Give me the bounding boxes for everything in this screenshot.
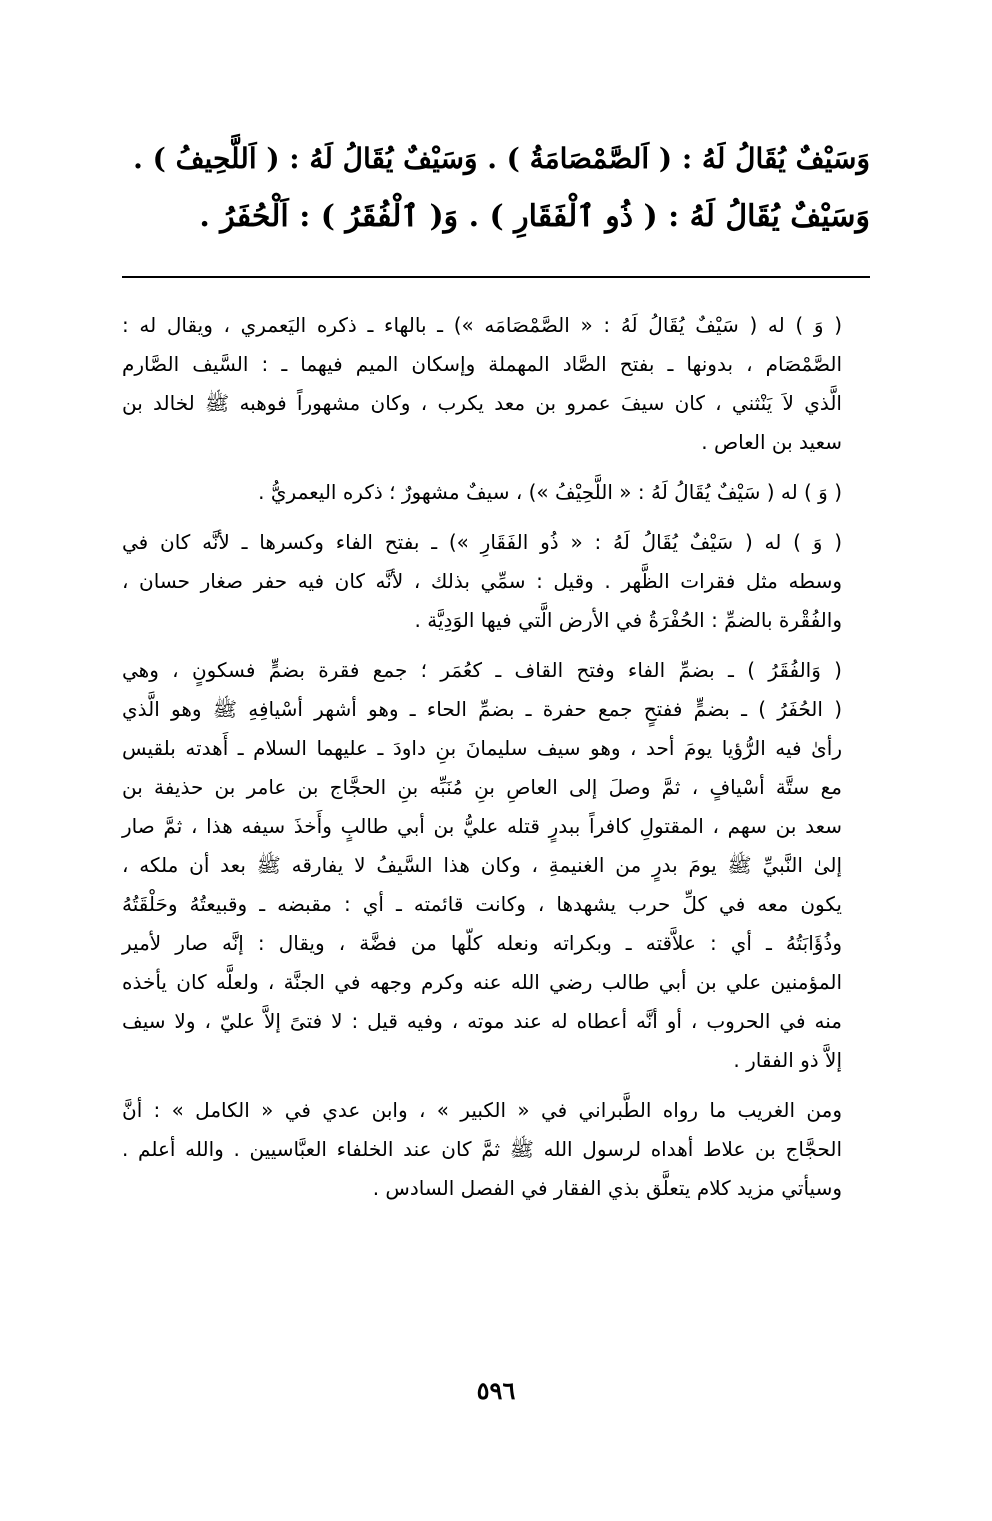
- text-line: الحجَّاج بن علاط أهداه لرسول الله ﷺ ثمَّ كان عند الخلفاء العبَّاسيين . والله أعلم .: [122, 1137, 842, 1161]
- text-line: منه في الحروب ، أو أنَّه أعطاه له عند موته ، وفيه قيل : لا فتىً إلاَّ عليّ ، ولا سيف: [122, 1009, 842, 1033]
- text-line: ومن الغريب ما رواه الطَّبراني في « الكبير » ، وابن عدي في « الكامل » : أنَّ: [122, 1098, 842, 1122]
- commentary-paragraph-fuqar: [122, 651, 870, 1080]
- text-line: ( وَ ) له ( سَيْفٌ يُقَالُ لَهُ : « ذُو الفَقَارِ ») ـ بفتح الفاء وكسرها ـ لأنَّه كان في: [122, 530, 842, 554]
- text-line: ( وَ ) له ( سَيْفٌ يُقَالُ لَهُ : « اللَّحِيْفُ ») ، سيفٌ مشهورٌ ؛ ذكره اليعمريُّ .: [258, 480, 842, 504]
- text-line: الَّذي لاَ يَنْثني ، كان سيفَ عمرو بن معد يكرب ، وكان مشهوراً فوهبه ﷺ لخالد بن: [122, 391, 842, 415]
- verse-line-1: وَسَيْفٌ يُقَالُ لَهُ : ( اَلصَّمْصَامَةُ ) . وَسَيْفٌ يُقَالُ لَهُ : ( اَللَّحِيفُ ) .: [133, 142, 870, 175]
- text-line: رأىٰ فيه الرُّؤيا يومَ أحد ، وهو سيف سليمانَ بنِ داودَ ـ عليهما السلام ـ أَهدته بلقيس: [122, 736, 842, 760]
- text-line: المؤمنين علي بن أبي طالب رضي الله عنه وكرم وجهه في الجنَّة ، ولعلَّه كان يأخذه: [122, 970, 842, 994]
- text-line: والفُقْرة بالضمِّ : الحُفْرَةُ في الأرض الَّتي فيها الوَدِيَّة .: [414, 608, 842, 632]
- text-line: وسطه مثل فقرات الظَّهر . وقيل : سمِّي بذلك ، لأنَّه كان فيه حفر صغار حسان ،: [122, 569, 842, 593]
- commentary-paragraph-samsama: [122, 306, 870, 462]
- text-line: سعد بن سهم ، المقتولِ كافراً ببدرٍ قتله عليُّ بن أبي طالبٍ وأَخذَ سيفه هذا ، ثمَّ صار: [122, 814, 842, 838]
- text-line: يكون معه في كلِّ حرب يشهدها ، وكانت قائمته ـ أي : مقبضه ـ وقبيعتُهُ وحَلْقَتُهُ: [122, 892, 842, 916]
- page-number: ٥٩٦: [476, 1376, 516, 1405]
- text-line: إلىٰ النَّبيِّ ﷺ يومَ بدرٍ من الغنيمةِ ، وكان هذا السَّيفُ لا يفارقه ﷺ بعد أن ملكه ،: [122, 853, 842, 877]
- text-line: سعيد بن العاص .: [701, 430, 842, 454]
- text-line: ( وَالفُقَرُ ) ـ بضمِّ الفاء وفتح القاف ـ كعُمَر ؛ جمع فقرة بضمٍّ فسكونٍ ، وهي: [122, 658, 842, 682]
- commentary-paragraph-lahif: [122, 473, 870, 512]
- text-line: وسيأتي مزيد كلام يتعلَّق بذي الفقار في الفصل السادس .: [372, 1176, 842, 1200]
- separator-rule: [122, 276, 870, 278]
- text-line: وذُؤَابَتُهُ ـ أي : علاَّقته ـ وبكراته ونعله كلّها من فضَّة ، ويقال : إنَّه صار لأمير: [122, 931, 842, 955]
- text-line: الصَّمْصَام ، بدونها ـ بفتح الصَّاد المهملة وإسكان الميم فيهما ـ : السَّيف الصَّارم: [122, 352, 842, 376]
- text-line: مع ستَّة أسْيافٍ ، ثمَّ وصلَ إلى العاصِ بنِ مُنَبِّه بنِ الحجَّاج بن عامر بن حذيفة بن: [122, 775, 842, 799]
- text-line: ( وَ ) له ( سَيْفٌ يُقَالُ لَهُ : « الصَّمْصَامَه ») ـ بالهاء ـ ذكره اليَعمري ، ويقال له :: [122, 313, 842, 337]
- text-line: ( الحُفَرُ ) ـ بضمٍّ ففتحٍ جمع حفرة ـ بضمِّ الحاء ـ وهو أشهر أسْيافِهِ ﷺ وهو الَّذي: [122, 697, 842, 721]
- commentary-text: [122, 306, 870, 1219]
- commentary-paragraph-gharib: [122, 1091, 870, 1208]
- text-line: إلاَّ ذو الفقار .: [733, 1048, 842, 1072]
- verse-line-2: وَسَيْفٌ يُقَالُ لَهُ : ( ذُو ٱلْفَقَارِ ) . وَ( ٱلْفُقَرُ ) : اَلْحُفَرُ .: [199, 199, 870, 234]
- main-verse-text: [122, 130, 870, 246]
- commentary-paragraph-dhulfaqar: [122, 523, 870, 640]
